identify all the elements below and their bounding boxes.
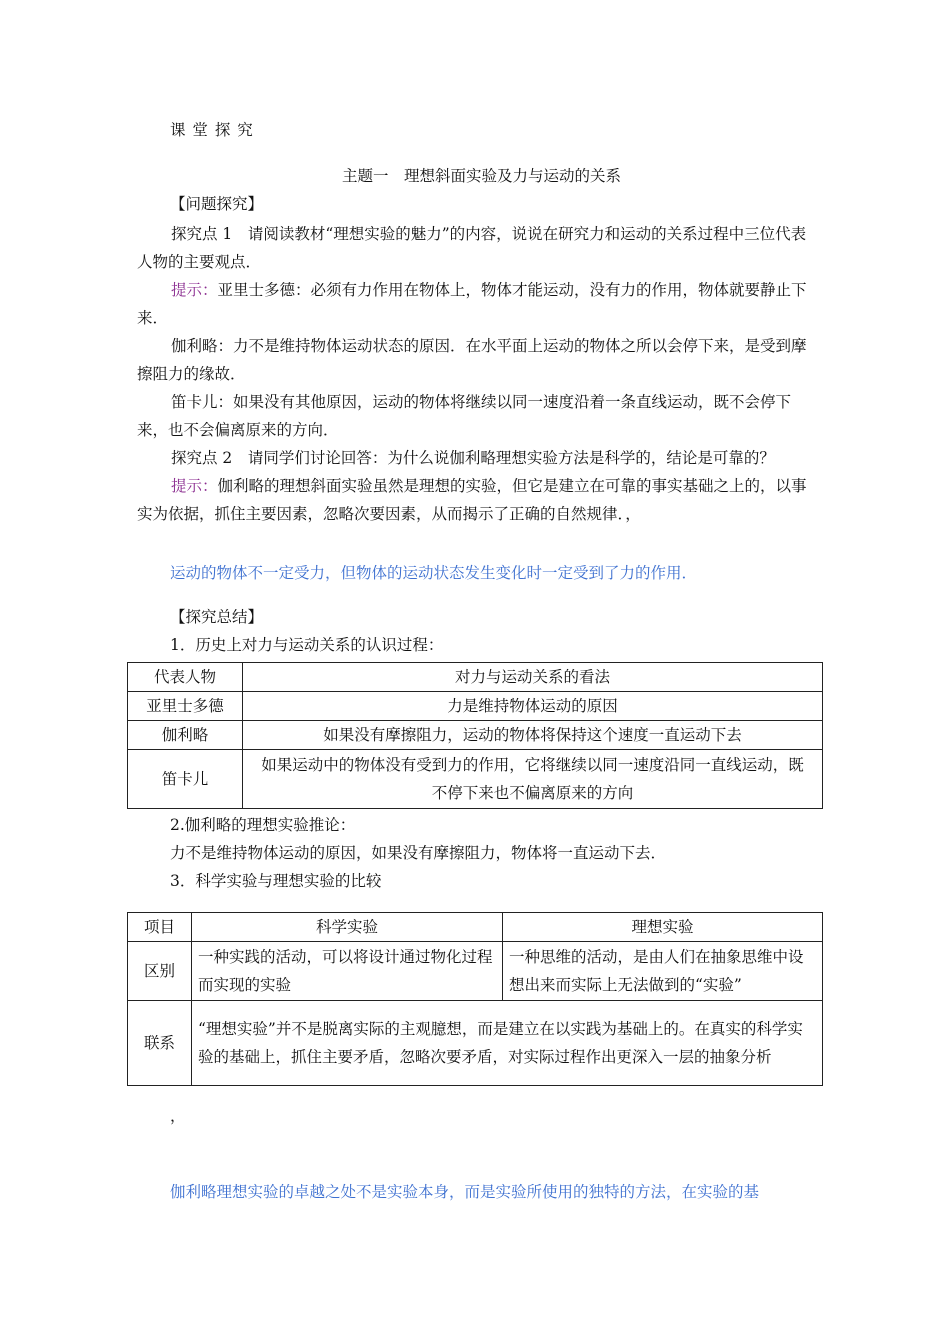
hint-label-2: 提示： <box>171 477 218 495</box>
point2-hint-paragraph <box>137 472 817 528</box>
inquiry-label: 【问题探究】 <box>170 195 264 213</box>
table-row <box>128 913 823 942</box>
point2-question: 请同学们讨论回答：为什么说伽利略理想实验方法是科学的，结论是可靠的？ <box>247 449 775 467</box>
table-row <box>128 721 823 750</box>
table-cell: 笛卡儿 <box>128 750 243 809</box>
table-row <box>128 692 823 721</box>
point1-paragraph <box>137 220 817 276</box>
point1-question: 请阅读教材“理想实验的魅力”的内容，说说在研究力和运动的关系过程中三位代表人物的主要观点． <box>137 225 807 271</box>
table-row <box>128 942 823 1001</box>
point2-paragraph <box>137 444 817 472</box>
table-cell: 如果没有摩擦阻力，运动的物体将保持这个速度一直运动下去 <box>243 721 823 750</box>
table-row <box>128 1001 823 1086</box>
summary3-title: 3．科学实验与理想实验的比较 <box>170 872 382 890</box>
point2-label: 探究点 2 <box>171 449 233 467</box>
descartes-view: 笛卡儿：如果没有其他原因，运动的物体将继续以同一速度沿着一条直线运动，既不会停下来，也不会偏离原来的方向． <box>137 393 792 439</box>
topic-title: 主题一 理想斜面实验及力与运动的关系 <box>342 167 622 185</box>
point2-hint: 伽利略的理想斜面实验虽然是理想的实验，但它是建立在可靠的事实基础之上的，以事实为依据，抓住主要因素，忽略次要因素，从而揭示了正确的自然规律．， <box>137 477 807 523</box>
table-header-cell: 科学实验 <box>192 913 503 942</box>
table-header-cell: 对力与运动关系的看法 <box>243 663 823 692</box>
summary2-text: 力不是维持物体运动的原因，如果没有摩擦阻力，物体将一直运动下去． <box>170 844 667 862</box>
table-row <box>128 750 823 809</box>
comparison-table <box>127 912 823 1086</box>
table-cell: 区别 <box>128 942 192 1001</box>
section-title: 课 堂 探 究 <box>170 121 254 139</box>
aristotle-paragraph <box>137 276 817 332</box>
table-header-cell: 代表人物 <box>128 663 243 692</box>
table-cell: 一种实践的活动，可以将设计通过物化过程而实现的实验 <box>192 942 503 1001</box>
history-table <box>127 662 823 809</box>
table-header-cell: 项目 <box>128 913 192 942</box>
table-cell: 联系 <box>128 1001 192 1086</box>
aristotle-view: 亚里士多德：必须有力作用在物体上，物体才能运动，没有力的作用，物体就要静止下来． <box>137 281 807 327</box>
table-cell: 如果运动中的物体没有受到力的作用，它将继续以同一速度沿同一直线运动，既不停下来也不偏离原来的方向 <box>243 750 823 809</box>
hint-label: 提示： <box>171 281 218 299</box>
summary2-title: 2.伽利略的理想实验推论： <box>170 816 356 834</box>
table-cell: 伽利略 <box>128 721 243 750</box>
table-cell: 亚里士多德 <box>128 692 243 721</box>
table-cell: 一种思维的活动，是由人们在抽象思维中设想出来而实际上无法做到的“实验” <box>503 942 823 1001</box>
note-1: 运动的物体不一定受力，但物体的运动状态发生变化时一定受到了力的作用． <box>170 564 698 582</box>
note-2: 伽利略理想实验的卓越之处不是实验本身，而是实验所使用的独特的方法，在实验的基 <box>170 1183 760 1201</box>
galileo-view: 伽利略：力不是维持物体运动状态的原因．在水平面上运动的物体之所以会停下来，是受到摩擦阻力的缘故． <box>137 337 807 383</box>
stray-comma: ， <box>170 1107 186 1125</box>
summary-label: 【探究总结】 <box>170 608 264 626</box>
table-cell: 力是维持物体运动的原因 <box>243 692 823 721</box>
point1-label: 探究点 1 <box>171 225 233 243</box>
table-cell: “理想实验”并不是脱离实际的主观臆想，而是建立在以实践为基础上的。在真实的科学实验的基础上，抓住主要矛盾，忽略次要矛盾，对实际过程作出更深入一层的抽象分析 <box>192 1001 823 1086</box>
summary1-title: 1．历史上对力与运动关系的认识过程： <box>170 636 444 654</box>
table-header-cell: 理想实验 <box>503 913 823 942</box>
table-row <box>128 663 823 692</box>
